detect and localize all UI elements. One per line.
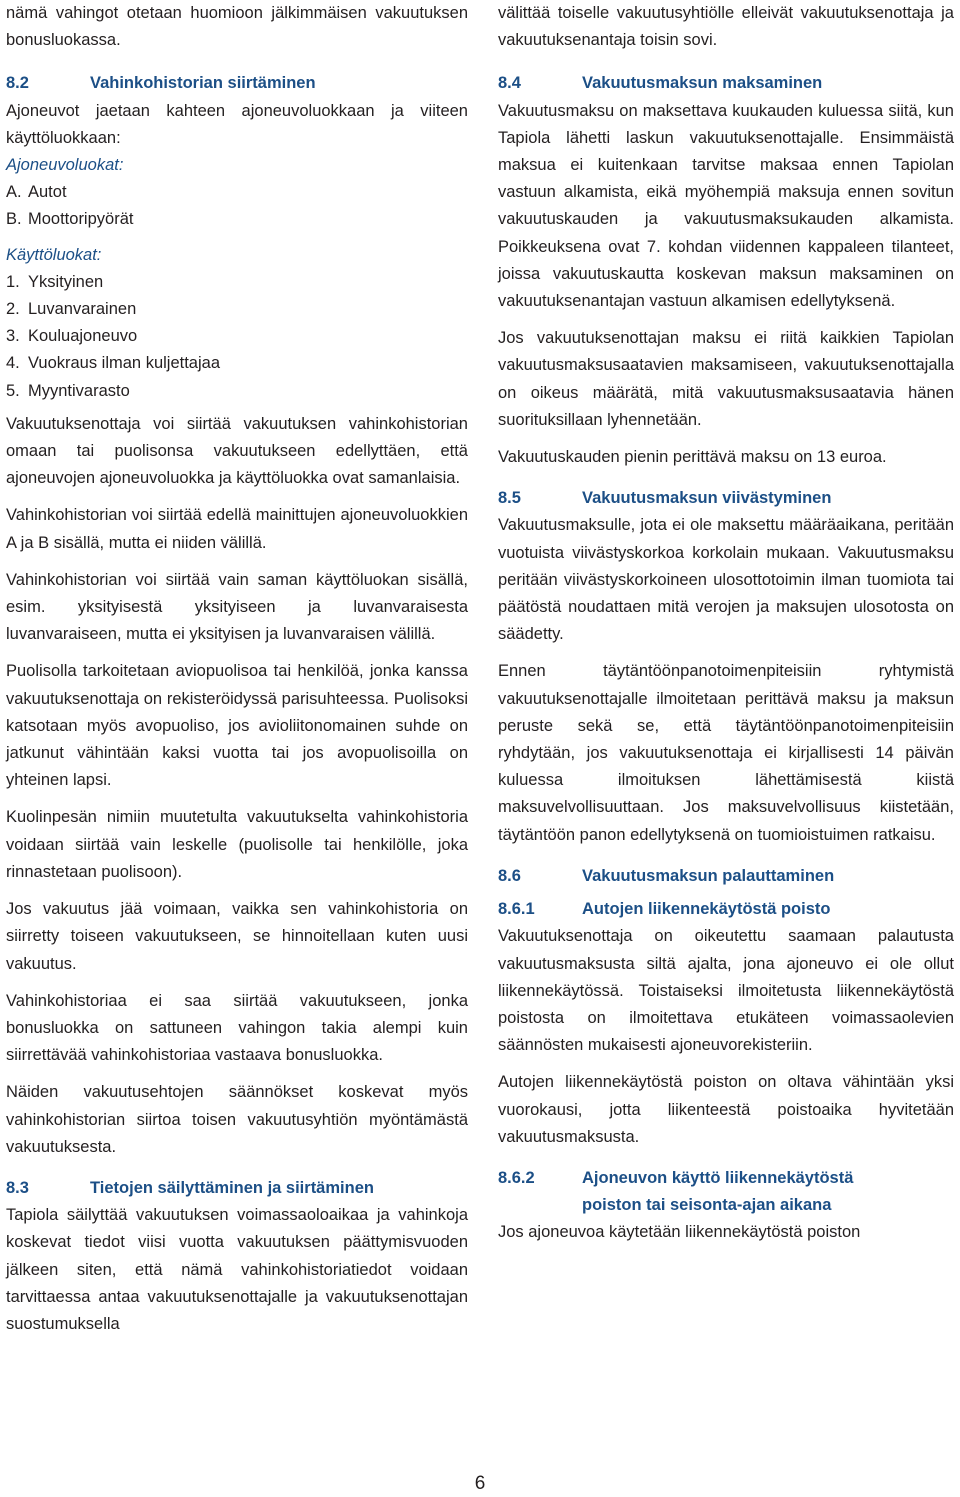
- paragraph: Ajoneuvot jaetaan kahteen ajoneuvoluokkaan ja viiteen käyttöluokkaan:: [6, 101, 468, 147]
- section-title: Vahinkohistorian siirtäminen: [90, 74, 316, 93]
- list-item: [6, 269, 468, 296]
- section-heading-8-3: [6, 1175, 468, 1202]
- list-marker: 5.: [6, 381, 20, 400]
- list-text: Myyntivarasto: [28, 381, 130, 400]
- continued-paragraph: nämä vahingot otetaan huomioon jälkimmäisen vakuutuksen bonusluokassa.: [6, 4, 468, 50]
- paragraph: Vahinkohistorian voi siirtää edellä mainittujen ajoneuvoluokkien A ja B sisällä, mutta ei niiden välillä.: [6, 506, 468, 552]
- section-heading-8-6-1: [498, 896, 954, 923]
- paragraph: Näiden vakuutusehtojen säännökset koskevat myös vahinkohistorian siirtoa toisen vakuutusyhtiön myöntämästä vakuutuksesta.: [6, 1083, 468, 1156]
- section-number: 8.6: [498, 866, 521, 885]
- list-item: [6, 206, 468, 233]
- paragraph: Vahinkohistoriaa ei saa siirtää vakuutukseen, jonka bonusluokka on sattuneen vahingon takia alempi kuin siirrettävää vahinkohistoriaa vastaava bonusluokka.: [6, 991, 468, 1065]
- section-heading-8-4: [498, 70, 954, 97]
- section-number: 8.4: [498, 74, 521, 93]
- usage-classes-label: Käyttöluokat:: [6, 245, 102, 264]
- list-item: [6, 323, 468, 350]
- list-marker: 4.: [6, 354, 20, 373]
- section-heading-8-2: [6, 70, 468, 97]
- paragraph: Vahinkohistorian voi siirtää vain saman käyttöluokan sisällä, esim. yksityisestä yksityiseen ja luvanvaraisesta luvanvaraiseen, mutta ei yksityisen ja luvanvaraisen välillä.: [6, 570, 468, 644]
- section-number: 8.6.2: [498, 1168, 535, 1187]
- continued-paragraph: välittää toiselle vakuutusyhtiölle elleivät vakuutuksenottaja ja vakuutuksenantaja toisin sovi.: [498, 4, 954, 50]
- paragraph: Ennen täytäntöönpanotoimenpiteisiin ryhtymistä vakuutuksenottajalle ilmoitetaan perittävä maksu ja maksun peruste sekä se, että täytäntöönpanotoimenpiteisiin ryhdytään, jos vakuutuksenottaja ei kirjallisesti 14 päivän kuluessa ilmoituksen lähettämisestä kiistä maksuvelvollisuuttaan. Jos maksuvelvollisuus kiistetään, täytäntöön panon edellytyksenä on tuomioistuimen ratkaisu.: [498, 662, 954, 844]
- list-item: [6, 378, 468, 405]
- paragraph: Jos vakuutus jää voimaan, vaikka sen vahinkohistoria on siirretty toiseen vakuutukseen, se hinnoitellaan kuten uusi vakuutus.: [6, 900, 468, 973]
- section-heading-8-6-2: [498, 1165, 954, 1219]
- list-marker: 3.: [6, 327, 20, 346]
- list-text: Autot: [28, 183, 67, 202]
- section-title: Vakuutusmaksun maksaminen: [582, 74, 823, 93]
- section-number: 8.3: [6, 1178, 29, 1197]
- list-marker: 1.: [6, 272, 20, 291]
- list-marker: 2.: [6, 300, 20, 319]
- section-title: Tietojen säilyttäminen ja siirtäminen: [90, 1178, 374, 1197]
- paragraph: Jos ajoneuvoa käytetään liikennekäytöstä poiston: [498, 1223, 861, 1242]
- paragraph: Vakuutusmaksulle, jota ei ole maksettu määräaikana, peritään vuotuista viivästyskorkoa korkolain mukaan. Vakuutusmaksu peritään viivästyskorkoineen ulosottotoimin ilman tuomiota tai päätöstä noudattaen mitä verojen ja maksujen ulosotosta on säädetty.: [498, 516, 954, 644]
- paragraph: Vakuutuksenottaja on oikeutettu saamaan palautusta vakuutusmaksusta siltä ajalta, jona ajoneuvo ei ole ollut liikennekäytössä. Toistaiseksi ilmoitetusta liikennekäytöstä poistosta on ilmoitettava etukäteen voimassaolevien säännösten mukaisesti ajoneuvorekisteriin.: [498, 927, 954, 1055]
- right-column: [498, 0, 954, 1247]
- list-item: [6, 179, 468, 206]
- section-title: Vakuutusmaksun viivästyminen: [582, 489, 832, 508]
- list-text: Moottoripyörät: [28, 210, 134, 229]
- list-text: Vuokraus ilman kuljettajaa: [28, 354, 220, 373]
- list-marker: A.: [6, 183, 22, 202]
- usage-classes-list: [6, 269, 468, 405]
- section-title-block: [582, 1165, 853, 1219]
- paragraph: Vakuutusmaksu on maksettava kuukauden kuluessa siitä, kun Tapiola lähetti laskun vakuutuksenottajalle. Ensimmäistä maksua ei kuitenkaan tarvitse maksaa ennen Tapiolan vastuun alkamista, eikä myöhempiä maksuja ennen sovitun vakuutuskauden ja vakuutusmaksukauden alkamista. Poikkeuksena ovat 7. kohdan viidennen kappaleen tilanteet, joissa vakuutuskautta koskevan maksun maksaminen on vakuutuksenantajan vastuun alkamisen edellytyksenä.: [498, 101, 954, 311]
- list-text: Kouluajoneuvo: [28, 327, 138, 346]
- section-heading-8-5: [498, 485, 954, 512]
- paragraph: Tapiola säilyttää vakuutuksen voimassaoloaikaa ja vahinkoja koskevat tiedot viisi vuotta vakuutuksen päättymisvuoden jälkeen siten, että nämä vahinkohistoriatiedot voidaan tarvittaessa antaa vakuutuksenottajalle ja vakuutuksenottajan suostumuksella: [6, 1206, 468, 1333]
- section-heading-8-6: [498, 863, 954, 890]
- list-text: Yksityinen: [28, 272, 104, 291]
- paragraph: Puolisolla tarkoitetaan aviopuolisoa tai henkilöä, jonka kanssa vakuutuksenottaja on rekisteröidyssä parisuhteessa. Puolisoksi katsotaan myös avopuoliso, jos avioliitonomainen suhde on jatkunut vähintään kaksi vuotta tai jos avopuolisoilla on yhteinen lapsi.: [6, 662, 468, 790]
- left-column: [6, 0, 468, 1338]
- page-number: 6: [474, 1473, 486, 1494]
- section-title: Vakuutusmaksun palauttaminen: [582, 866, 835, 885]
- paragraph: Vakuutuskauden pienin perittävä maksu on 13 euroa.: [498, 448, 887, 467]
- paragraph: Autojen liikennekäytöstä poiston on oltava vähintään yksi vuorokausi, jotta liikenteestä poistoaika hyvitetään vakuutusmaksusta.: [498, 1073, 954, 1146]
- section-number: 8.2: [6, 74, 29, 93]
- section-number: 8.6.1: [498, 900, 535, 919]
- vehicle-classes-list: [6, 179, 468, 233]
- list-item: [6, 296, 468, 323]
- list-marker: B.: [6, 210, 22, 229]
- section-title-line: poiston tai seisonta-ajan aikana: [582, 1196, 832, 1215]
- paragraph: Vakuutuksenottaja voi siirtää vakuutuksen vahinkohistorian omaan tai puolisonsa vakuutukseen edellyttäen, että ajoneuvojen ajoneuvoluokka ja käyttöluokka ovat samanlaisia.: [6, 414, 468, 488]
- paragraph: Kuolinpesän nimiin muutetulta vakuutukselta vahinkohistoria voidaan siirtää vain leskelle (puolisolle tai henkilölle, joka rinnastetaan puolisoon).: [6, 808, 468, 881]
- section-title: Autojen liikennekäytöstä poisto: [582, 900, 831, 919]
- section-title-line: Ajoneuvon käyttö liikennekäytöstä: [582, 1168, 854, 1187]
- list-item: [6, 350, 468, 377]
- paragraph: Jos vakuutuksenottajan maksu ei riitä kaikkien Tapiolan vakuutusmaksusaatavien maksamiseen, vakuutuksenottajalla on oikeus määrätä, mitä vakuutusmaksusaatavia hänen suorituksillaan lyhennetään.: [498, 329, 954, 429]
- section-number: 8.5: [498, 489, 521, 508]
- list-text: Luvanvarainen: [28, 300, 137, 319]
- vehicle-classes-label: Ajoneuvoluokat:: [6, 156, 124, 175]
